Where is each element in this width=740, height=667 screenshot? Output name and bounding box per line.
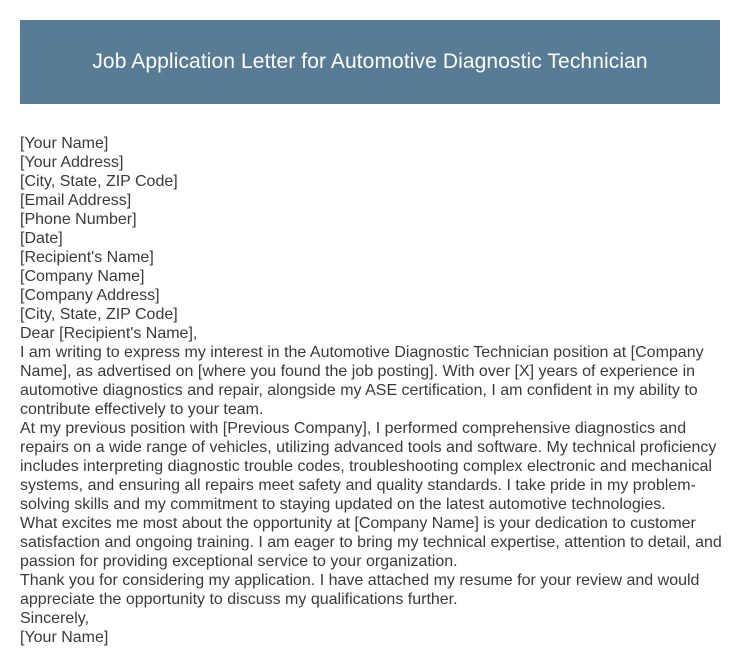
signature: [Your Name]	[20, 629, 109, 646]
sender-city-state-zip: [City, State, ZIP Code]	[20, 173, 178, 190]
closing: Sincerely,	[20, 610, 90, 627]
paragraph-thanks: Thank you for considering my application. I have attached my resume for your review and would appreciate the opportunity to discuss my qualifications further.	[20, 572, 700, 608]
sender-phone: [Phone Number]	[20, 211, 137, 228]
recipient-company: [Company Name]	[20, 268, 145, 285]
paragraph-experience: At my previous position with [Previous Company], I performed comprehensive diagnostics and repairs on a wide range of vehicles, utilizing advanced tools and software. My technical proficiency includes interpreting diagnostic trouble codes, troubleshooting complex electronic and mechanical systems, and ensuring all repairs meet safety and quality standards. I take pride in my problem-solving skills and my commitment to staying updated on the latest automotive technologies.	[20, 420, 717, 513]
letter-body	[20, 134, 724, 647]
salutation: Dear [Recipient's Name],	[20, 325, 198, 342]
recipient-name: [Recipient's Name]	[20, 249, 154, 266]
paragraph-motivation: What excites me most about the opportunity at [Company Name] is your dedication to customer satisfaction and ongoing training. I am eager to bring my technical expertise, attention to detail, and passion for providing exceptional service to your organization.	[20, 515, 722, 570]
sender-name: [Your Name]	[20, 135, 109, 152]
sender-email: [Email Address]	[20, 192, 132, 209]
sender-address: [Your Address]	[20, 154, 124, 171]
letter-date: [Date]	[20, 230, 63, 247]
page-title: Job Application Letter for Automotive Diagnostic Technician	[92, 50, 648, 73]
recipient-address: [Company Address]	[20, 287, 160, 304]
recipient-city-state-zip: [City, State, ZIP Code]	[20, 306, 178, 323]
letter-header-banner	[20, 20, 720, 104]
paragraph-intro: I am writing to express my interest in the Automotive Diagnostic Technician position at [Company Name], as advertised on [where you found the job posting]. With over [X] years of experience in automotive diagnostics and repair, alongside my ASE certification, I am confident in my ability to contribute effectively to your team.	[20, 344, 704, 418]
